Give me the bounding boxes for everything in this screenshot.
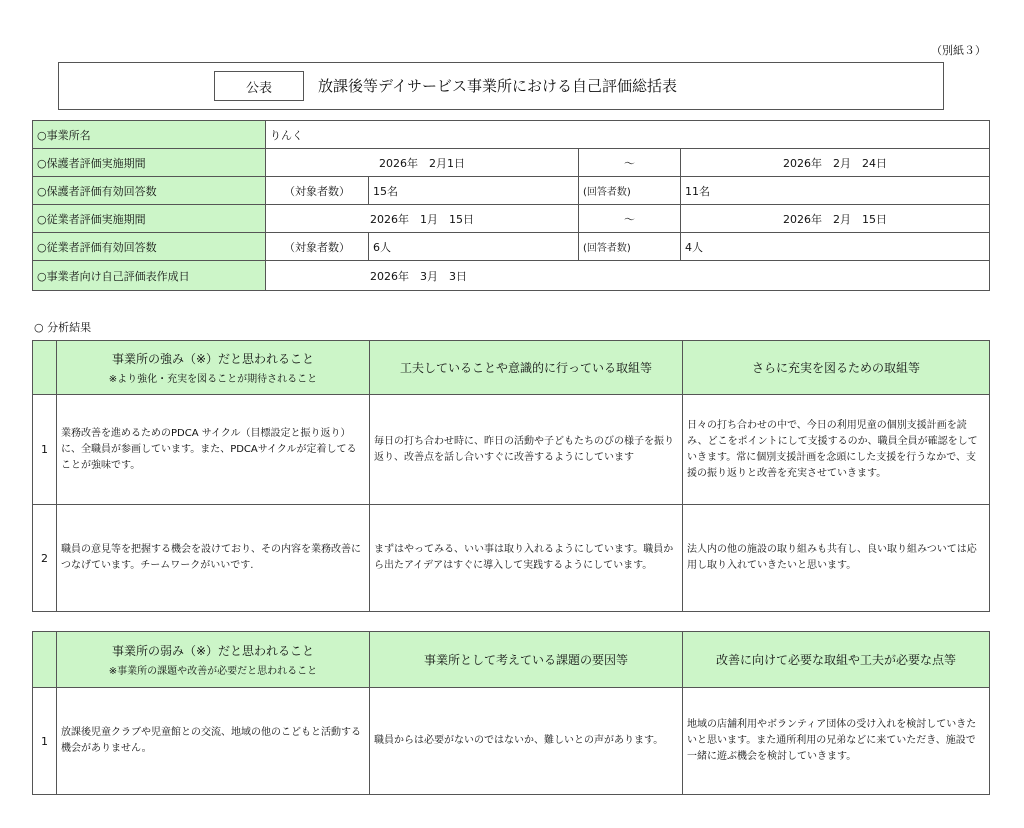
row-number: 1 [33,395,57,505]
guardian-period-sep: ～ [579,149,681,177]
staff-target-count: 6人 [369,233,579,261]
guardian-period-end: 2026年 2月 24日 [681,149,990,177]
staff-respondent-count: 4人 [681,233,990,261]
staff-period-end: 2026年 2月 15日 [681,205,990,233]
guardian-answers-label: ○保護者評価有効回答数 [33,177,266,205]
guardian-period-start: 2026年 2月1日 [266,149,579,177]
office-name: りんく [266,121,990,149]
row-number: 1 [33,688,57,795]
weaknesses-header-3: 改善に向けて必要な取組や工夫が必要な点等 [683,632,990,688]
strengths-header-1 [57,341,370,395]
strengths-header-1-title: 事業所の強み（※）だと思われること [111,352,315,366]
guardian-respondent-label: (回答者数) [579,177,681,205]
strength-text: 業務改善を進めるためのPDCA サイクル（目標設定と振り返り）に、全職員が参画しています。また、PDCAサイクルが定着してることが強味です。 [57,395,370,505]
strengths-header-3: さらに充実を図るための取組等 [683,341,990,395]
attachment-label: （別紙３） [931,44,986,57]
staff-target-label: （対象者数） [266,233,369,261]
page-title: 放課後等デイサービス事業所における自己評価総括表 [318,77,677,95]
staff-period-sep: ～ [579,205,681,233]
guardian-period-label: ○保護者評価実施期間 [33,149,266,177]
weaknesses-header-1-title: 事業所の弱み（※）だと思われること [111,644,315,658]
strength-text: 職員の意見等を把握する機会を設けており、その内容を業務改善につなげています。チームワークがいいです. [57,505,370,612]
staff-respondent-label: (回答者数) [579,233,681,261]
staff-period-start: 2026年 1月 15日 [266,205,579,233]
created-date-label: ○事業者向け自己評価表作成日 [33,261,266,291]
analysis-section-label: ○ 分析結果 [34,321,92,334]
strengths-header-1-note: ※より強化・充実を図ることが期待されること [108,374,318,385]
guardian-target-count: 15名 [369,177,579,205]
table-row [33,395,990,505]
weaknesses-header-1 [57,632,370,688]
strengths-num-header [33,341,57,395]
public-label: 公表 [214,71,304,101]
strength-improve-text: 法人内の他の施設の取り組みも共有し、良い取り組みついては応用し取り入れていきたいと思います。 [683,505,990,612]
strength-improve-text: 日々の打ち合わせの中で、今日の利用児童の個別支援計画を読み、どこをポイントにして支援するのか、職員全員が確認をしていきます。常に個別支援計画を念頭にした支援を行うなかで、支援の振り返りと改善を充実させていきます。 [683,395,990,505]
row-number: 2 [33,505,57,612]
staff-answers-label: ○従業者評価有効回答数 [33,233,266,261]
guardian-respondent-count: 11名 [681,177,990,205]
office-info-table [32,120,990,291]
staff-period-label: ○従業者評価実施期間 [33,205,266,233]
weakness-text: 放課後児童クラブや児童館との交流、地域の他のこどもと活動する機会がありません。 [57,688,370,795]
strength-effort-text: まずはやってみる、いい事は取り入れるようにしています。職員から出たアイデアはすぐに導入して実践するようにしています。 [370,505,683,612]
strengths-header-2: 工夫していることや意識的に行っている取組等 [370,341,683,395]
table-row [33,505,990,612]
weaknesses-header-2: 事業所として考えている課題の要因等 [370,632,683,688]
weaknesses-table [32,631,990,795]
table-row [33,688,990,795]
weakness-improve-text: 地域の店舗利用やボランティア団体の受け入れを検討していきたいと思います。また通所利用の兄弟などに来ていただき、施設で一緒に遊ぶ機会を検討していきます。 [683,688,990,795]
guardian-target-label: （対象者数） [266,177,369,205]
weaknesses-header-1-note: ※事業所の課題や改善が必要だと思われること [108,666,318,677]
created-date: 2026年 3月 3日 [266,261,990,291]
strengths-table [32,340,990,612]
strength-effort-text: 毎日の打ち合わせ時に、昨日の活動や子どもたちのびの様子を振り返り、改善点を話し合いすぐに改善するようにしています [370,395,683,505]
office-name-label: ○事業所名 [33,121,266,149]
weaknesses-num-header [33,632,57,688]
weakness-cause-text: 職員からは必要がないのではないか、難しいとの声があります。 [370,688,683,795]
